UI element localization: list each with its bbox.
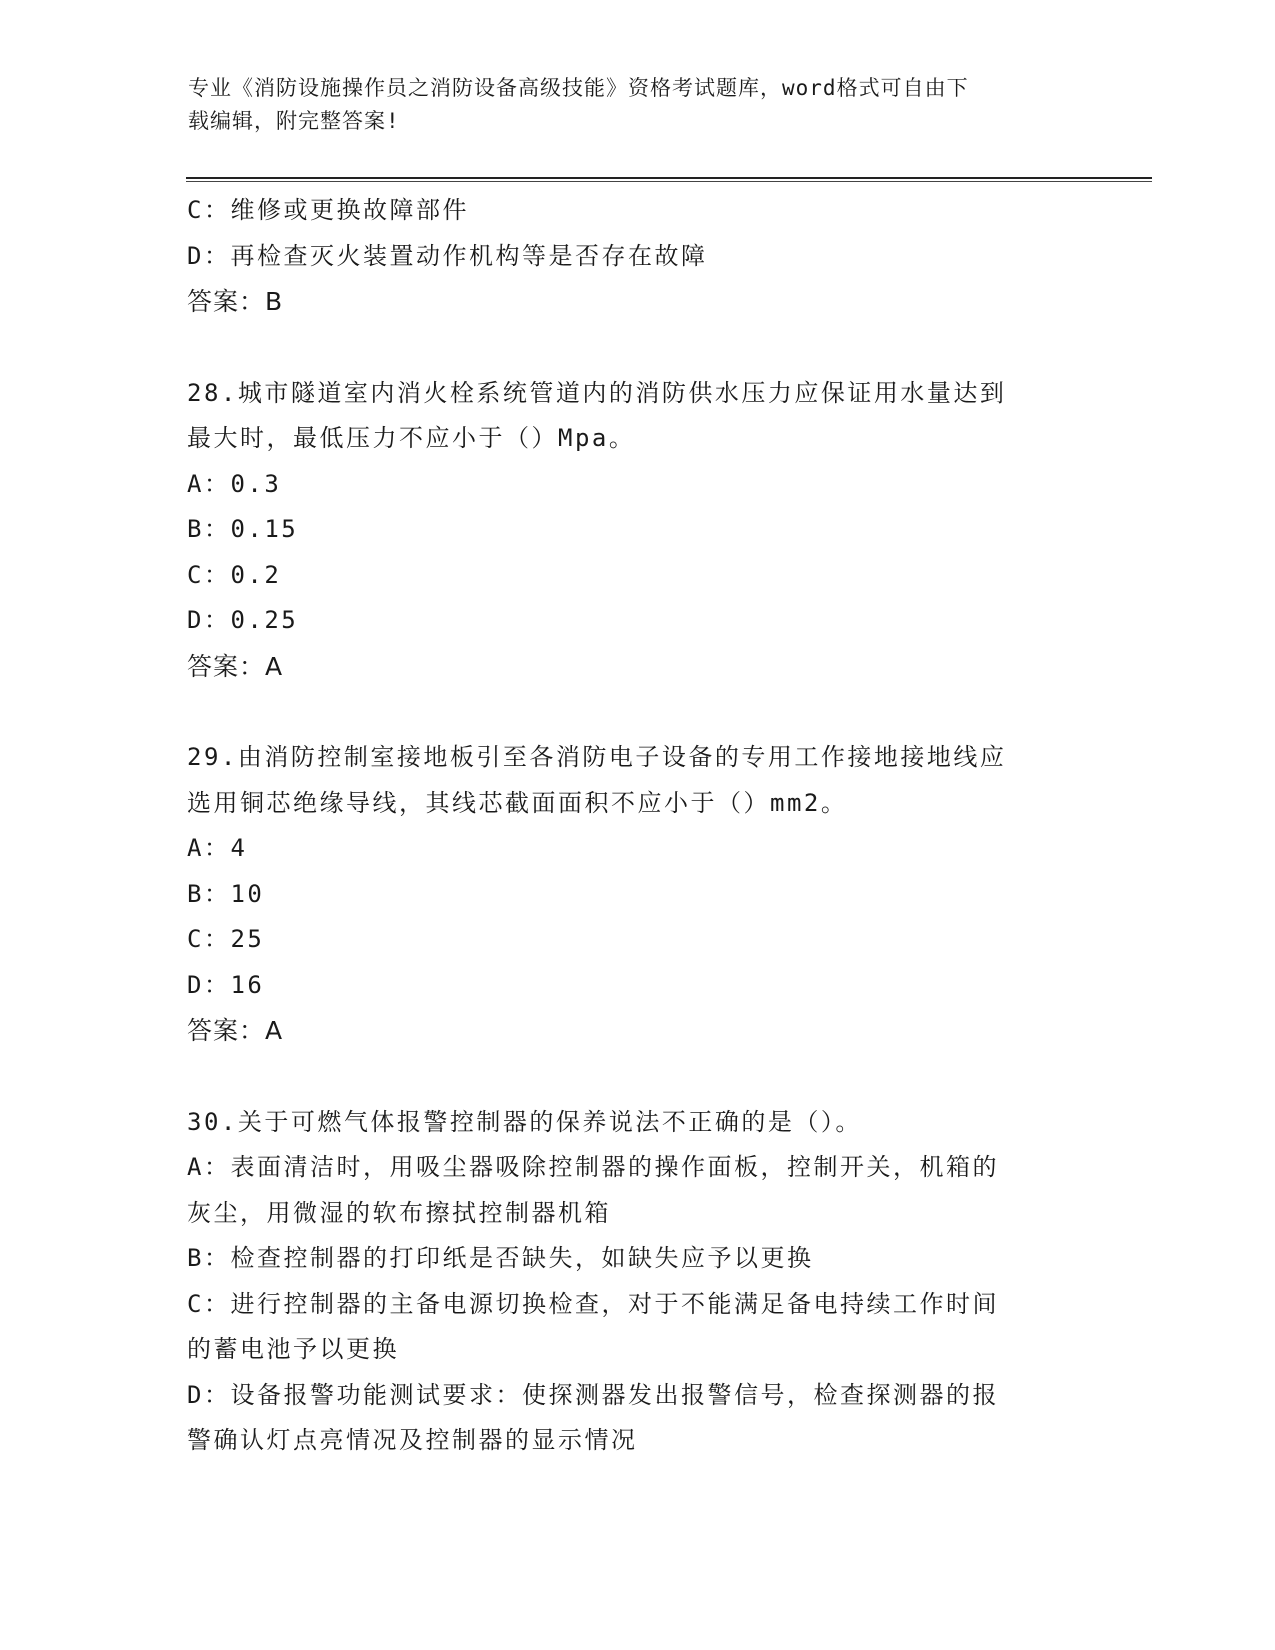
option-a: A：表面清洁时，用吸尘器吸除控制器的操作面板，控制开关，机箱的 (187, 1153, 999, 1181)
header-divider (186, 177, 1152, 179)
question-27-continued (187, 188, 1087, 325)
option-d-continued: 警确认灯点亮情况及控制器的显示情况 (187, 1426, 638, 1454)
question-29 (187, 735, 1087, 1054)
question-stem: 30.关于可燃气体报警控制器的保养说法不正确的是（）。 (187, 1107, 862, 1136)
header-line-2: 载编辑，附完整答案! (188, 109, 400, 133)
option-d: D：设备报警功能测试要求：使探测器发出报警信号，检查探测器的报 (187, 1380, 999, 1409)
option-c-continued: 的蓄电池予以更换 (187, 1335, 399, 1363)
answer: 答案：B (187, 287, 284, 316)
option-d: D：16 (187, 970, 265, 999)
question-stem-continued: 最大时，最低压力不应小于（）Mpa。 (187, 424, 636, 452)
option-c: C：0.2 (187, 560, 282, 589)
question-stem: 29.由消防控制室接地板引至各消防电子设备的专用工作接地接地线应 (187, 743, 1007, 771)
option-c: C：维修或更换故障部件 (187, 196, 469, 224)
option-a: A：4 (187, 834, 248, 862)
option-a: A：0.3 (187, 469, 282, 498)
option-b: B：10 (187, 879, 265, 908)
header-line-1: 专业《消防设施操作员之消防设备高级技能》资格考试题库，word格式可自由下 (188, 76, 969, 100)
option-b: B：检查控制器的打印纸是否缺失，如缺失应予以更换 (187, 1244, 814, 1272)
spacer (187, 1054, 1087, 1100)
option-b: B：0.15 (187, 515, 299, 543)
question-30 (187, 1100, 1087, 1464)
question-stem: 28.城市隧道室内消火栓系统管道内的消防供水压力应保证用水量达到 (187, 378, 1007, 407)
answer: 答案：A (187, 1016, 284, 1045)
question-content (187, 188, 1087, 1464)
header-divider-thin (186, 181, 1152, 182)
option-c: C：25 (187, 925, 265, 953)
spacer (187, 325, 1087, 371)
option-d: D：再检查灭火装置动作机构等是否存在故障 (187, 241, 708, 270)
question-28 (187, 371, 1087, 690)
option-d: D：0.25 (187, 606, 299, 634)
spacer (187, 689, 1087, 735)
option-a-continued: 灰尘，用微湿的软布擦拭控制器机箱 (187, 1198, 611, 1227)
answer: 答案：A (187, 651, 284, 681)
page-header (188, 72, 1068, 138)
question-stem-continued: 选用铜芯绝缘导线，其线芯截面面积不应小于（）mm2。 (187, 788, 848, 817)
option-c: C：进行控制器的主备电源切换检查，对于不能满足备电持续工作时间 (187, 1289, 999, 1318)
